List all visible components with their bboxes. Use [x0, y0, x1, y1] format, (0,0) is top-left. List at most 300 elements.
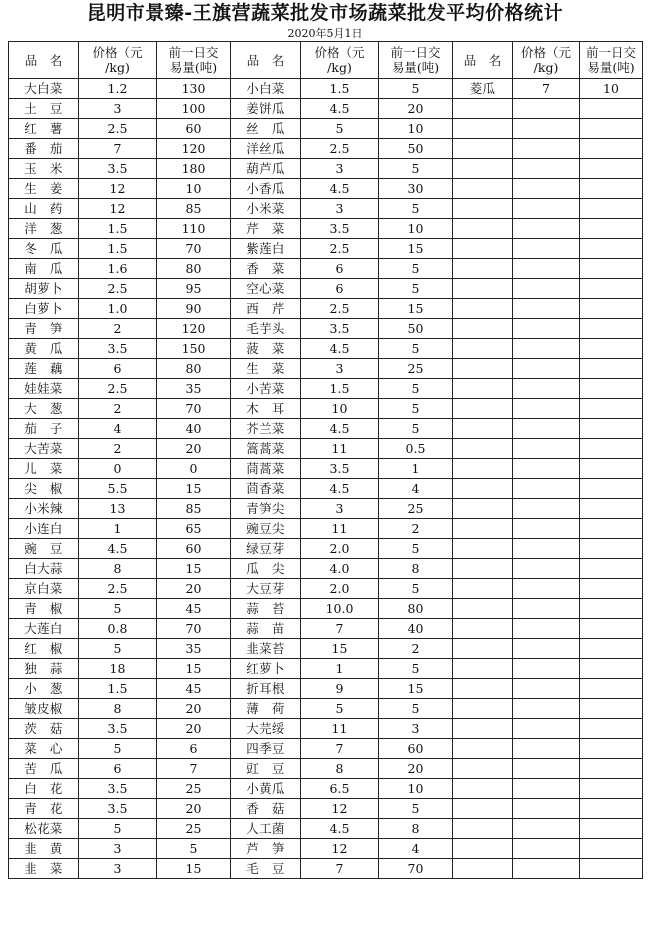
cell-price: 2.5 [79, 379, 157, 399]
table-row [9, 379, 643, 399]
table-row [9, 159, 643, 179]
cell-volume [580, 339, 643, 359]
cell-price: 3.5 [79, 779, 157, 799]
cell-price: 11 [301, 719, 379, 739]
cell-volume: 120 [157, 139, 231, 159]
cell-price: 1.5 [79, 679, 157, 699]
table-row [9, 859, 643, 879]
cell-name: 大白菜 [9, 79, 79, 99]
table-row [9, 619, 643, 639]
cell-price: 3 [79, 839, 157, 859]
table-row [9, 139, 643, 159]
cell-volume: 15 [379, 679, 453, 699]
cell-name: 毛芋头 [231, 319, 301, 339]
cell-name: 芹 菜 [231, 219, 301, 239]
cell-name [453, 819, 513, 839]
cell-volume [580, 679, 643, 699]
cell-name [453, 259, 513, 279]
cell-name: 白大蒜 [9, 559, 79, 579]
cell-volume [580, 639, 643, 659]
cell-volume: 70 [157, 399, 231, 419]
cell-volume: 20 [157, 719, 231, 739]
table-body [9, 42, 643, 879]
cell-price: 5 [79, 599, 157, 619]
cell-price: 12 [79, 179, 157, 199]
cell-volume: 0.5 [379, 439, 453, 459]
cell-name: 茼蒿菜 [231, 459, 301, 479]
cell-volume: 85 [157, 499, 231, 519]
table-row [9, 279, 643, 299]
cell-volume [580, 139, 643, 159]
cell-volume: 45 [157, 679, 231, 699]
cell-name [453, 559, 513, 579]
cell-name [453, 279, 513, 299]
cell-price [513, 499, 580, 519]
cell-volume: 2 [379, 519, 453, 539]
header-price: 价格（元 /kg) [79, 42, 157, 79]
cell-volume [580, 159, 643, 179]
table-row [9, 739, 643, 759]
cell-volume [580, 459, 643, 479]
cell-name: 莲 藕 [9, 359, 79, 379]
cell-name: 南 瓜 [9, 259, 79, 279]
cell-volume: 120 [157, 319, 231, 339]
cell-price: 8 [301, 759, 379, 779]
cell-name: 豌豆尖 [231, 519, 301, 539]
cell-volume [580, 659, 643, 679]
cell-name [453, 679, 513, 699]
cell-name: 洋 葱 [9, 219, 79, 239]
cell-name: 蒜 苔 [231, 599, 301, 619]
cell-name: 番 茄 [9, 139, 79, 159]
cell-volume: 5 [379, 279, 453, 299]
cell-volume [580, 519, 643, 539]
cell-price [513, 319, 580, 339]
cell-price: 13 [79, 499, 157, 519]
cell-price: 10.0 [301, 599, 379, 619]
cell-volume [580, 359, 643, 379]
cell-volume: 20 [157, 699, 231, 719]
cell-price [513, 619, 580, 639]
cell-price: 5 [301, 119, 379, 139]
cell-name: 冬 瓜 [9, 239, 79, 259]
cell-price: 2 [79, 399, 157, 419]
cell-name: 菱瓜 [453, 79, 513, 99]
cell-price [513, 99, 580, 119]
cell-volume: 8 [379, 559, 453, 579]
cell-price [513, 299, 580, 319]
cell-name [453, 779, 513, 799]
cell-volume [580, 759, 643, 779]
cell-name: 芥兰菜 [231, 419, 301, 439]
cell-volume: 70 [157, 619, 231, 639]
table-row [9, 639, 643, 659]
header-volume: 前一日交 易量(吨) [157, 42, 231, 79]
cell-name: 茴香菜 [231, 479, 301, 499]
cell-volume: 0 [157, 459, 231, 479]
cell-volume [580, 619, 643, 639]
table-row [9, 459, 643, 479]
table-row [9, 239, 643, 259]
cell-name [453, 639, 513, 659]
table-row [9, 559, 643, 579]
cell-name: 四季豆 [231, 739, 301, 759]
cell-name: 土 豆 [9, 99, 79, 119]
cell-price [513, 379, 580, 399]
cell-price [513, 639, 580, 659]
cell-name [453, 419, 513, 439]
cell-price [513, 659, 580, 679]
cell-volume: 70 [157, 239, 231, 259]
cell-price [513, 679, 580, 699]
cell-name: 姜饼瓜 [231, 99, 301, 119]
cell-volume [580, 559, 643, 579]
cell-volume [580, 239, 643, 259]
cell-price: 5.5 [79, 479, 157, 499]
cell-name [453, 839, 513, 859]
cell-price [513, 419, 580, 439]
cell-name: 大芫绥 [231, 719, 301, 739]
cell-name: 小连白 [9, 519, 79, 539]
cell-volume: 2 [379, 639, 453, 659]
cell-name: 空心菜 [231, 279, 301, 299]
cell-volume: 20 [379, 759, 453, 779]
cell-price: 3.5 [79, 159, 157, 179]
table-row [9, 399, 643, 419]
cell-name [453, 99, 513, 119]
cell-volume: 25 [379, 499, 453, 519]
cell-name: 娃娃菜 [9, 379, 79, 399]
cell-volume [580, 839, 643, 859]
cell-price: 3 [301, 159, 379, 179]
table-row [9, 679, 643, 699]
header-name: 品 名 [453, 42, 513, 79]
table-row [9, 839, 643, 859]
cell-price: 1.5 [301, 79, 379, 99]
cell-price [513, 279, 580, 299]
cell-volume: 50 [379, 319, 453, 339]
cell-price: 5 [79, 739, 157, 759]
cell-price [513, 439, 580, 459]
page-title: 昆明市景臻-王旗营蔬菜批发市场蔬菜批发平均价格统计 [86, 2, 564, 24]
report-date: 2020年5月1日 [287, 27, 363, 40]
header-name: 品 名 [9, 42, 79, 79]
cell-price [513, 779, 580, 799]
cell-volume: 25 [157, 779, 231, 799]
cell-volume [580, 199, 643, 219]
cell-price: 4.5 [301, 179, 379, 199]
cell-volume: 60 [157, 119, 231, 139]
cell-volume: 10 [379, 219, 453, 239]
cell-price: 1.5 [79, 219, 157, 239]
table-row [9, 519, 643, 539]
cell-price: 4.5 [301, 479, 379, 499]
cell-name [453, 339, 513, 359]
cell-name: 大苦菜 [9, 439, 79, 459]
cell-price [513, 839, 580, 859]
table-row [9, 439, 643, 459]
cell-volume [580, 99, 643, 119]
cell-volume: 5 [379, 159, 453, 179]
cell-price [513, 759, 580, 779]
cell-price [513, 159, 580, 179]
cell-price: 8 [79, 559, 157, 579]
cell-volume: 5 [379, 419, 453, 439]
cell-volume: 100 [157, 99, 231, 119]
cell-name [453, 459, 513, 479]
cell-name: 洋丝瓜 [231, 139, 301, 159]
cell-name: 毛 豆 [231, 859, 301, 879]
cell-volume: 5 [379, 199, 453, 219]
cell-volume: 20 [157, 579, 231, 599]
cell-name: 白 花 [9, 779, 79, 799]
table-row [9, 479, 643, 499]
cell-volume: 40 [379, 619, 453, 639]
cell-volume: 10 [580, 79, 643, 99]
cell-price: 12 [301, 799, 379, 819]
cell-volume [580, 419, 643, 439]
cell-volume [580, 699, 643, 719]
cell-price: 7 [301, 619, 379, 639]
table-row [9, 299, 643, 319]
cell-price: 1.6 [79, 259, 157, 279]
cell-price: 3.5 [301, 459, 379, 479]
cell-name: 茄 子 [9, 419, 79, 439]
cell-name [453, 399, 513, 419]
cell-price: 4.5 [301, 419, 379, 439]
cell-volume [580, 799, 643, 819]
cell-volume: 65 [157, 519, 231, 539]
table-row [9, 579, 643, 599]
cell-name: 香 菇 [231, 799, 301, 819]
cell-price: 2 [79, 439, 157, 459]
cell-volume [580, 859, 643, 879]
cell-volume [580, 319, 643, 339]
cell-volume [580, 779, 643, 799]
cell-volume: 45 [157, 599, 231, 619]
cell-name: 皱皮椒 [9, 699, 79, 719]
cell-name [453, 539, 513, 559]
cell-price: 2.5 [301, 239, 379, 259]
cell-volume: 35 [157, 379, 231, 399]
cell-name: 苦 瓜 [9, 759, 79, 779]
cell-volume [580, 399, 643, 419]
cell-price: 4.5 [79, 539, 157, 559]
cell-name: 香 菜 [231, 259, 301, 279]
cell-name: 青笋尖 [231, 499, 301, 519]
cell-volume: 180 [157, 159, 231, 179]
cell-name [453, 599, 513, 619]
cell-volume [580, 119, 643, 139]
cell-price: 3 [301, 199, 379, 219]
cell-name: 茨 菇 [9, 719, 79, 739]
cell-price: 0 [79, 459, 157, 479]
cell-volume: 30 [379, 179, 453, 199]
cell-price: 6 [79, 759, 157, 779]
cell-name: 豌 豆 [9, 539, 79, 559]
cell-volume: 5 [379, 339, 453, 359]
table-row [9, 219, 643, 239]
cell-name: 儿 菜 [9, 459, 79, 479]
cell-volume [580, 479, 643, 499]
cell-price [513, 359, 580, 379]
cell-volume [580, 819, 643, 839]
cell-volume [580, 739, 643, 759]
table-row [9, 359, 643, 379]
cell-volume: 15 [157, 659, 231, 679]
cell-volume: 80 [157, 359, 231, 379]
cell-name [453, 119, 513, 139]
cell-name [453, 159, 513, 179]
cell-price: 1.2 [79, 79, 157, 99]
cell-volume: 5 [379, 579, 453, 599]
table-row [9, 259, 643, 279]
cell-price: 4.0 [301, 559, 379, 579]
cell-price: 10 [301, 399, 379, 419]
cell-name: 大豆芽 [231, 579, 301, 599]
cell-volume: 10 [379, 119, 453, 139]
cell-volume: 15 [379, 299, 453, 319]
cell-price [513, 519, 580, 539]
table-row [9, 179, 643, 199]
cell-volume: 70 [379, 859, 453, 879]
table-row [9, 119, 643, 139]
cell-price: 4 [79, 419, 157, 439]
cell-price: 5 [301, 699, 379, 719]
table-row [9, 659, 643, 679]
cell-volume: 15 [157, 859, 231, 879]
cell-price: 1 [79, 519, 157, 539]
cell-volume [580, 379, 643, 399]
cell-volume: 3 [379, 719, 453, 739]
cell-volume: 20 [379, 99, 453, 119]
table-row [9, 499, 643, 519]
cell-volume: 15 [157, 559, 231, 579]
cell-price: 3.5 [79, 799, 157, 819]
cell-price: 2.5 [79, 279, 157, 299]
cell-volume: 20 [157, 439, 231, 459]
cell-name [453, 659, 513, 679]
cell-price: 3.5 [301, 219, 379, 239]
cell-price: 1.5 [79, 239, 157, 259]
table-row [9, 419, 643, 439]
cell-name: 生 菜 [231, 359, 301, 379]
cell-volume: 5 [379, 659, 453, 679]
cell-name [453, 299, 513, 319]
cell-volume: 5 [379, 799, 453, 819]
cell-price: 3.5 [79, 339, 157, 359]
cell-volume [580, 599, 643, 619]
cell-price: 3 [79, 859, 157, 879]
cell-name: 菜 心 [9, 739, 79, 759]
cell-price [513, 119, 580, 139]
table-row [9, 539, 643, 559]
cell-price: 4.5 [301, 819, 379, 839]
cell-name: 红 椒 [9, 639, 79, 659]
cell-name: 韭 菜 [9, 859, 79, 879]
cell-volume: 15 [157, 479, 231, 499]
cell-price: 7 [301, 859, 379, 879]
price-table [8, 41, 643, 879]
cell-price: 5 [79, 639, 157, 659]
cell-name [453, 179, 513, 199]
cell-price [513, 479, 580, 499]
cell-price: 8 [79, 699, 157, 719]
cell-name: 豇 豆 [231, 759, 301, 779]
cell-name: 小苦菜 [231, 379, 301, 399]
cell-volume [580, 279, 643, 299]
cell-price [513, 459, 580, 479]
cell-volume: 40 [157, 419, 231, 439]
cell-volume: 60 [379, 739, 453, 759]
cell-price: 6 [79, 359, 157, 379]
cell-volume: 1 [379, 459, 453, 479]
table-row [9, 719, 643, 739]
cell-volume: 7 [157, 759, 231, 779]
table-row [9, 699, 643, 719]
cell-name: 菠 菜 [231, 339, 301, 359]
cell-price: 3 [79, 99, 157, 119]
header-price: 价格（元 /kg) [301, 42, 379, 79]
cell-name: 小 葱 [9, 679, 79, 699]
cell-price [513, 399, 580, 419]
cell-volume: 150 [157, 339, 231, 359]
cell-name [453, 139, 513, 159]
cell-price [513, 179, 580, 199]
cell-name: 丝 瓜 [231, 119, 301, 139]
cell-name: 小白菜 [231, 79, 301, 99]
cell-name: 大 葱 [9, 399, 79, 419]
cell-price: 3.5 [79, 719, 157, 739]
cell-name: 红 薯 [9, 119, 79, 139]
cell-volume: 130 [157, 79, 231, 99]
cell-price: 1.5 [301, 379, 379, 399]
cell-price: 4.5 [301, 339, 379, 359]
cell-volume: 80 [379, 599, 453, 619]
cell-volume: 5 [379, 399, 453, 419]
cell-volume [580, 219, 643, 239]
cell-name [453, 479, 513, 499]
cell-name: 篙蒿菜 [231, 439, 301, 459]
cell-price: 7 [513, 79, 580, 99]
cell-price: 3 [301, 499, 379, 519]
cell-price: 6 [301, 259, 379, 279]
header-price: 价格（元 /kg) [513, 42, 580, 79]
cell-price: 6.5 [301, 779, 379, 799]
cell-price [513, 139, 580, 159]
cell-volume: 90 [157, 299, 231, 319]
cell-name: 尖 椒 [9, 479, 79, 499]
cell-name: 京白菜 [9, 579, 79, 599]
cell-name [453, 579, 513, 599]
cell-name: 绿豆芽 [231, 539, 301, 559]
cell-name: 紫莲白 [231, 239, 301, 259]
table-row [9, 79, 643, 99]
header-name: 品 名 [231, 42, 301, 79]
cell-price: 3.5 [301, 319, 379, 339]
table-row [9, 339, 643, 359]
cell-name: 红萝卜 [231, 659, 301, 679]
cell-name: 青 笋 [9, 319, 79, 339]
cell-name: 芦 笋 [231, 839, 301, 859]
cell-name: 韭菜苔 [231, 639, 301, 659]
cell-price: 11 [301, 519, 379, 539]
cell-name [453, 199, 513, 219]
cell-volume: 15 [379, 239, 453, 259]
table-row [9, 819, 643, 839]
cell-volume: 5 [379, 539, 453, 559]
cell-name: 小香瓜 [231, 179, 301, 199]
